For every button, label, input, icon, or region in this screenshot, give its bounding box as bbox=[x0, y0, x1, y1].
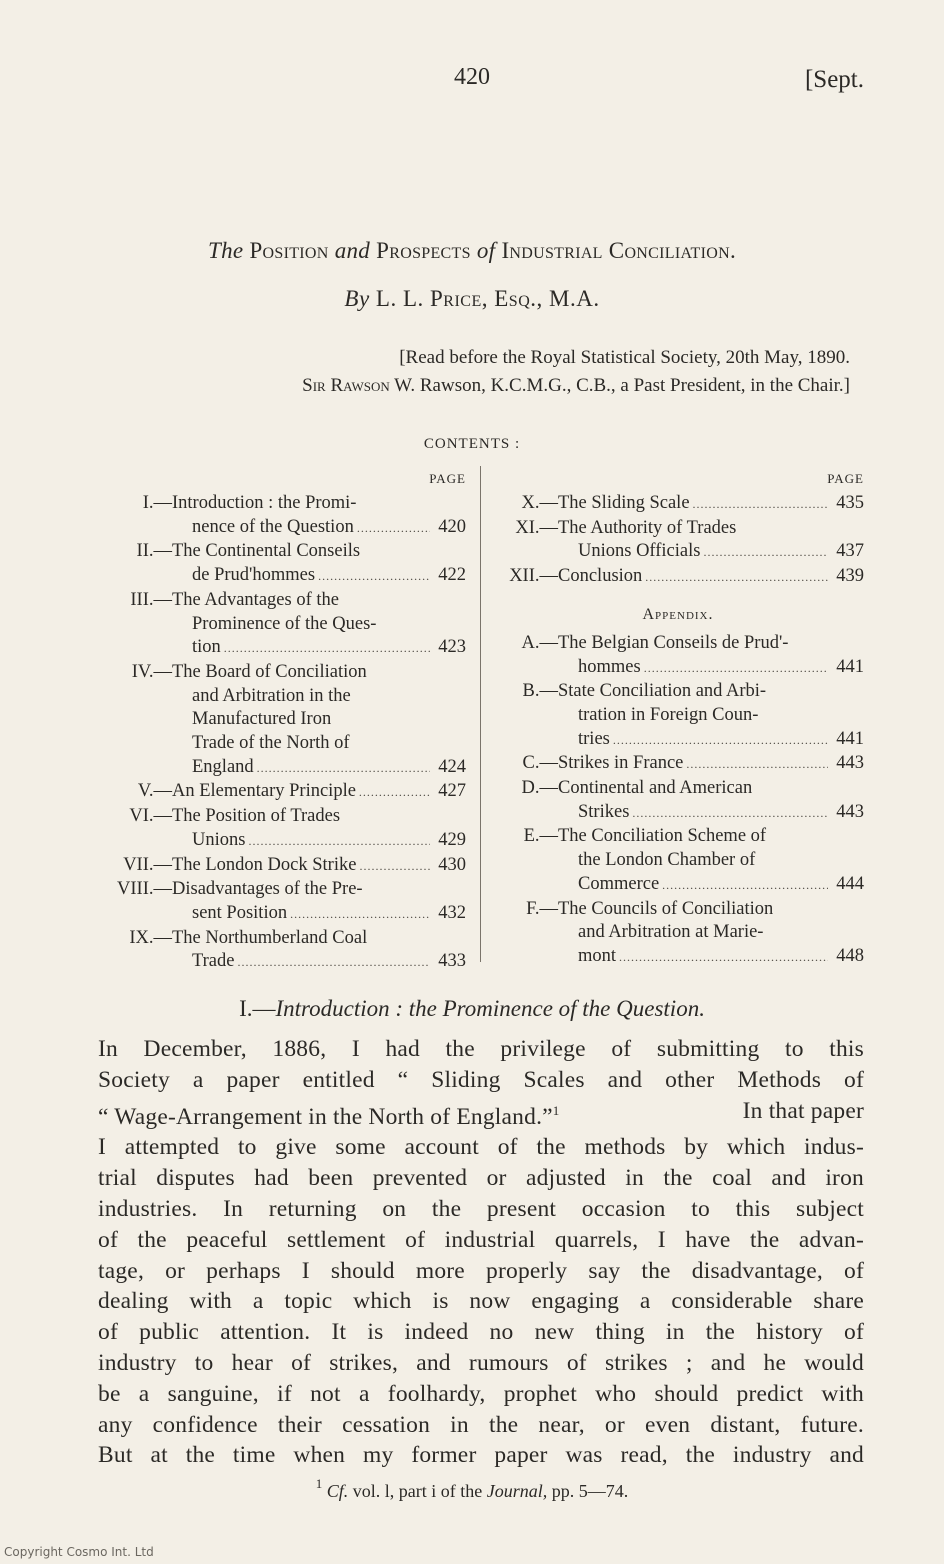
toc-entry-title: tries bbox=[578, 728, 610, 749]
paragraph-line: tage, or perhaps I should more properly say the disadvantage, of bbox=[98, 1257, 864, 1284]
toc-entry bbox=[492, 632, 864, 680]
toc-entry bbox=[492, 825, 864, 897]
toc-entry-title: tration in Foreign Coun- bbox=[578, 704, 759, 725]
dot-leader bbox=[315, 564, 430, 589]
toc-entry-title: Unions Officials bbox=[578, 541, 701, 562]
page-number: 420 bbox=[454, 64, 490, 90]
paragraph-line: of public attention. It is indeed no new thing in the history of bbox=[98, 1319, 864, 1346]
toc-entry-title: Strikes in France bbox=[558, 753, 684, 774]
page-column-label: PAGE bbox=[827, 471, 864, 486]
toc-entry bbox=[98, 661, 466, 781]
toc-entry-number: IX.— bbox=[129, 927, 172, 948]
toc-entry-number: XI.— bbox=[515, 517, 558, 538]
toc-entry-number: VIII.— bbox=[117, 879, 172, 900]
author-line: By L. L. Price, Esq., M.A. bbox=[344, 286, 600, 311]
paragraph-line: In December, 1886, I had the privilege of submitting to this bbox=[98, 1036, 864, 1062]
toc-entry-number: III.— bbox=[130, 589, 172, 610]
toc-entry-number: A.— bbox=[521, 632, 558, 653]
toc-entry-title: The London Dock Strike bbox=[172, 854, 357, 875]
paragraph-line: any confidence their cessation in the near, or even distant, future. bbox=[98, 1411, 864, 1438]
toc-entry-title: The Councils of Conciliation bbox=[558, 898, 774, 919]
toc-entry-title: and Arbitration at Marie- bbox=[578, 922, 764, 943]
dot-leader bbox=[629, 801, 828, 826]
toc-entry-page: 423 bbox=[438, 637, 466, 658]
dot-leader bbox=[356, 854, 430, 879]
toc-entry bbox=[492, 777, 864, 825]
toc-entry bbox=[98, 589, 466, 661]
dot-leader bbox=[610, 728, 828, 753]
copyright-watermark: Copyright Cosmo Int. Ltd bbox=[4, 1545, 154, 1559]
article-title: The Position and Prospects of Industrial Conciliation. bbox=[207, 238, 737, 263]
paragraph-line: But at the time when my former paper was read, the industry and bbox=[98, 1442, 864, 1469]
toc-entry-title: The Conciliation Scheme of bbox=[558, 826, 767, 847]
page-column-label: PAGE bbox=[429, 471, 466, 486]
toc-entry-number: X.— bbox=[521, 493, 558, 513]
toc-entry-title: Commerce bbox=[578, 873, 660, 894]
toc-entry-page: 441 bbox=[836, 656, 864, 677]
toc-entry-title: The Continental Conseils bbox=[172, 541, 361, 562]
toc-entry-title: mont bbox=[578, 945, 617, 966]
dot-leader bbox=[659, 873, 828, 898]
toc-entry-title: An Elementary Principle bbox=[172, 781, 356, 802]
toc-entry-title: de Prud'hommes bbox=[192, 565, 316, 586]
toc-entry-number: C.— bbox=[522, 753, 558, 774]
contents-right-column bbox=[492, 470, 864, 970]
toc-entry-number: E.— bbox=[523, 826, 558, 847]
toc-entry-title: hommes bbox=[578, 656, 641, 677]
toc-entry-title: Continental and American bbox=[558, 778, 753, 799]
toc-entry-page: 433 bbox=[438, 951, 466, 972]
toc-entry-page: 443 bbox=[836, 801, 864, 822]
dot-leader bbox=[234, 950, 430, 975]
toc-entry-title: Trade of the North of bbox=[192, 733, 350, 754]
toc-entry-title: the London Chamber of bbox=[578, 850, 756, 871]
toc-entry-page: 424 bbox=[438, 756, 466, 777]
toc-entry-title: Manufactured Iron bbox=[192, 709, 332, 730]
toc-entry-title: England bbox=[192, 756, 254, 777]
toc-entry-number: IV.— bbox=[131, 661, 172, 682]
toc-entry bbox=[98, 780, 466, 805]
toc-entry-title: The Advantages of the bbox=[172, 589, 339, 610]
toc-entry bbox=[98, 927, 466, 975]
dot-leader bbox=[700, 540, 828, 565]
paragraph-line: I attempted to give some account of the methods by which indus- bbox=[98, 1134, 864, 1161]
toc-entry-page: 429 bbox=[438, 829, 466, 850]
toc-entry-title: Strikes bbox=[578, 801, 630, 822]
body-paragraph bbox=[98, 1034, 864, 1471]
paragraph-line: “ Wage-Arrangement in the North of England.”$^1$ In that paper bbox=[98, 1097, 864, 1130]
toc-entry-number: V.— bbox=[137, 781, 172, 802]
toc-entry bbox=[98, 492, 466, 540]
contents-left-column bbox=[98, 470, 466, 975]
toc-entry bbox=[492, 680, 864, 752]
toc-entry-page: 422 bbox=[438, 565, 466, 586]
dot-leader bbox=[221, 636, 430, 661]
paragraph-line: of the peaceful settlement of industrial quarrels, I have the advan- bbox=[98, 1226, 864, 1253]
dot-leader bbox=[616, 945, 828, 970]
paragraph-line: dealing with a topic which is now engaging a considerable share bbox=[98, 1288, 864, 1315]
paragraph-line: Society a paper entitled “ Sliding Scales and other Methods of bbox=[98, 1066, 864, 1093]
toc-entry-title: The Northumberland Coal bbox=[172, 927, 368, 948]
toc-entry-title: The Board of Conciliation bbox=[172, 661, 367, 682]
running-head: [Sept. bbox=[804, 66, 864, 93]
toc-entry bbox=[492, 752, 864, 777]
toc-entry-title: Conclusion bbox=[558, 566, 643, 587]
toc-entry bbox=[98, 805, 466, 853]
toc-entry-page: 432 bbox=[438, 902, 466, 923]
column-divider bbox=[480, 466, 481, 962]
dot-leader bbox=[356, 780, 430, 805]
dot-leader bbox=[690, 492, 828, 517]
contents-heading: CONTENTS : bbox=[423, 436, 521, 452]
dot-leader bbox=[641, 656, 828, 681]
paragraph-line: industries. In returning on the present occasion to this subject bbox=[98, 1195, 864, 1222]
toc-entry bbox=[492, 517, 864, 565]
dot-leader bbox=[245, 829, 430, 854]
toc-entry bbox=[492, 898, 864, 970]
toc-entry-title: Unions bbox=[192, 829, 246, 850]
toc-entry bbox=[492, 492, 864, 517]
toc-entry-page: 443 bbox=[836, 753, 864, 774]
dot-leader bbox=[642, 565, 828, 590]
toc-entry-page: 444 bbox=[836, 873, 864, 894]
toc-entry-title: Trade bbox=[192, 951, 235, 972]
toc-entry-page: 439 bbox=[836, 566, 864, 587]
toc-entry bbox=[98, 854, 466, 879]
toc-entry-number: XII.— bbox=[509, 566, 558, 587]
toc-entry-number: VI.— bbox=[129, 806, 172, 827]
toc-entry bbox=[98, 540, 466, 588]
toc-entry-title: The Position of Trades bbox=[172, 806, 341, 827]
read-note: [Read before the Royal Statistical Society, 20th May, 1890. Sir Rawson W. Rawson, K.C.M.G., C.B., a Past President, in the Chair.] bbox=[302, 347, 850, 396]
footnote: $^1$ Cf. vol. l, part i of the Journal, pp. 5—74. bbox=[315, 1476, 629, 1501]
toc-entry-page: 430 bbox=[438, 854, 466, 875]
footnote-reference: 1 bbox=[552, 1102, 560, 1118]
toc-entry-title: The Belgian Conseils de Prud'- bbox=[558, 632, 789, 653]
toc-entry-title: Prominence of the Ques- bbox=[192, 613, 377, 634]
appendix-heading: Appendix. bbox=[642, 605, 714, 623]
dot-leader bbox=[683, 752, 828, 777]
toc-entry-number: VII.— bbox=[123, 854, 172, 875]
dot-leader bbox=[287, 902, 430, 927]
toc-entry-title: Disadvantages of the Pre- bbox=[172, 879, 363, 900]
toc-entry-title: The Sliding Scale bbox=[558, 493, 690, 513]
toc-entry-title: The Authority of Trades bbox=[558, 517, 737, 538]
section-heading: I.—Introduction : the Prominence of the Question. bbox=[239, 996, 705, 1021]
toc-entry-page: 437 bbox=[836, 541, 864, 562]
toc-entry-page: 448 bbox=[836, 945, 864, 966]
toc-entry-page: 420 bbox=[438, 516, 466, 537]
toc-entry-page: 441 bbox=[836, 728, 864, 749]
toc-entry-title: State Conciliation and Arbi- bbox=[558, 681, 767, 702]
dot-leader bbox=[254, 756, 430, 781]
toc-entry-title: and Arbitration in the bbox=[192, 685, 351, 706]
toc-entry-title: nence of the Question bbox=[192, 516, 354, 537]
toc-entry-number: B.— bbox=[522, 681, 558, 702]
toc-entry-title: tion bbox=[192, 637, 221, 658]
toc-entry-page: 427 bbox=[438, 781, 466, 802]
toc-entry-title: sent Position bbox=[192, 902, 288, 923]
toc-entry-title: Introduction : the Promi- bbox=[172, 493, 357, 513]
toc-entry-number: I.— bbox=[142, 493, 172, 513]
dot-leader bbox=[354, 516, 430, 541]
paragraph-line: industry to hear of strikes, and rumours of strikes ; and he would bbox=[98, 1349, 864, 1376]
paragraph-line: trial disputes had been prevented or adjusted in the coal and iron bbox=[98, 1165, 864, 1192]
paragraph-line: be a sanguine, if not a foolhardy, prophet who should predict with bbox=[98, 1380, 864, 1407]
toc-entry-page: 435 bbox=[836, 493, 864, 513]
toc-entry bbox=[492, 565, 864, 590]
toc-entry-number: F.— bbox=[526, 898, 558, 919]
toc-entry-number: II.— bbox=[136, 541, 172, 562]
toc-entry-number: D.— bbox=[521, 778, 558, 799]
toc-entry bbox=[98, 878, 466, 926]
